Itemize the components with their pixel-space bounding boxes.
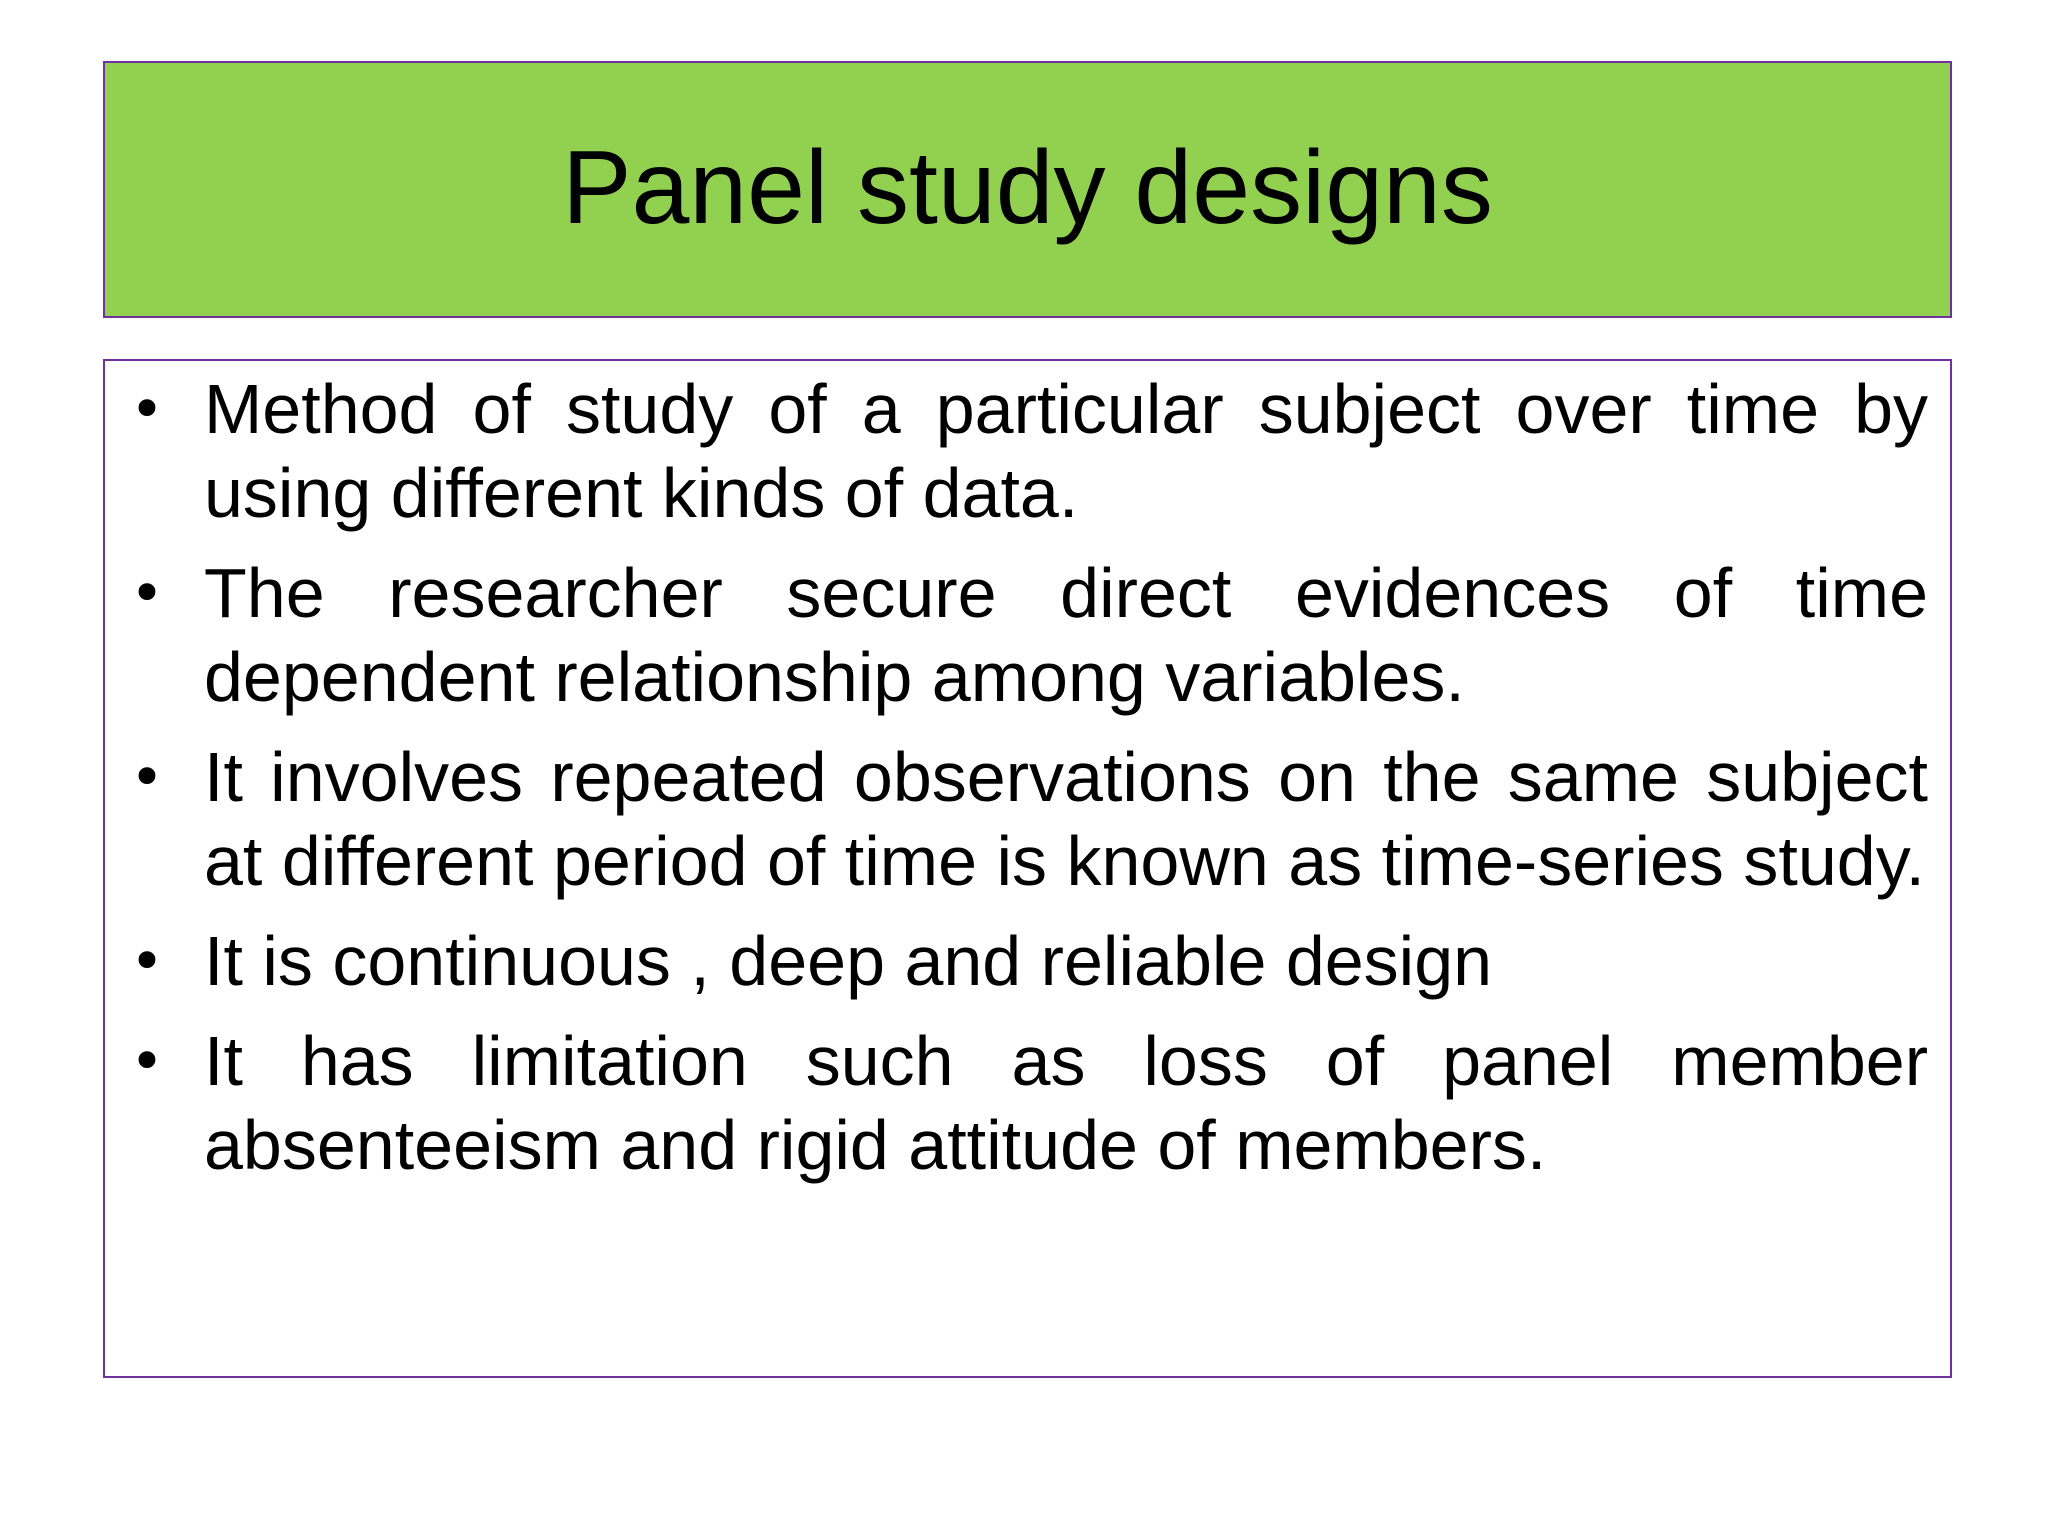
bullet-icon: • [129, 559, 165, 627]
bullet-item [105, 1019, 1950, 1187]
bullet-text: The researcher secure direct evidences of time dependent relationship among variables. [204, 554, 1928, 716]
bullet-icon: • [129, 1027, 165, 1095]
bullet-item [105, 551, 1950, 719]
bullet-text: It involves repeated observations on the same subject at different period of time is known as time-series study. [204, 738, 1928, 900]
bullet-icon: • [129, 927, 165, 995]
bullet-list [105, 367, 1950, 1203]
bullet-icon: • [129, 743, 165, 811]
bullet-text: It has limitation such as loss of panel member absenteeism and rigid attitude of members. [204, 1022, 1928, 1184]
bullet-item [105, 919, 1950, 1003]
bullet-item [105, 735, 1950, 903]
bullet-item [105, 367, 1950, 535]
content-box [103, 359, 1952, 1378]
bullet-text: It is continuous , deep and reliable design [204, 922, 1493, 1000]
bullet-icon: • [129, 375, 165, 443]
bullet-text: Method of study of a particular subject over time by using different kinds of data. [204, 370, 1928, 532]
title-box [103, 61, 1952, 318]
slide-title: Panel study designs [562, 129, 1493, 246]
